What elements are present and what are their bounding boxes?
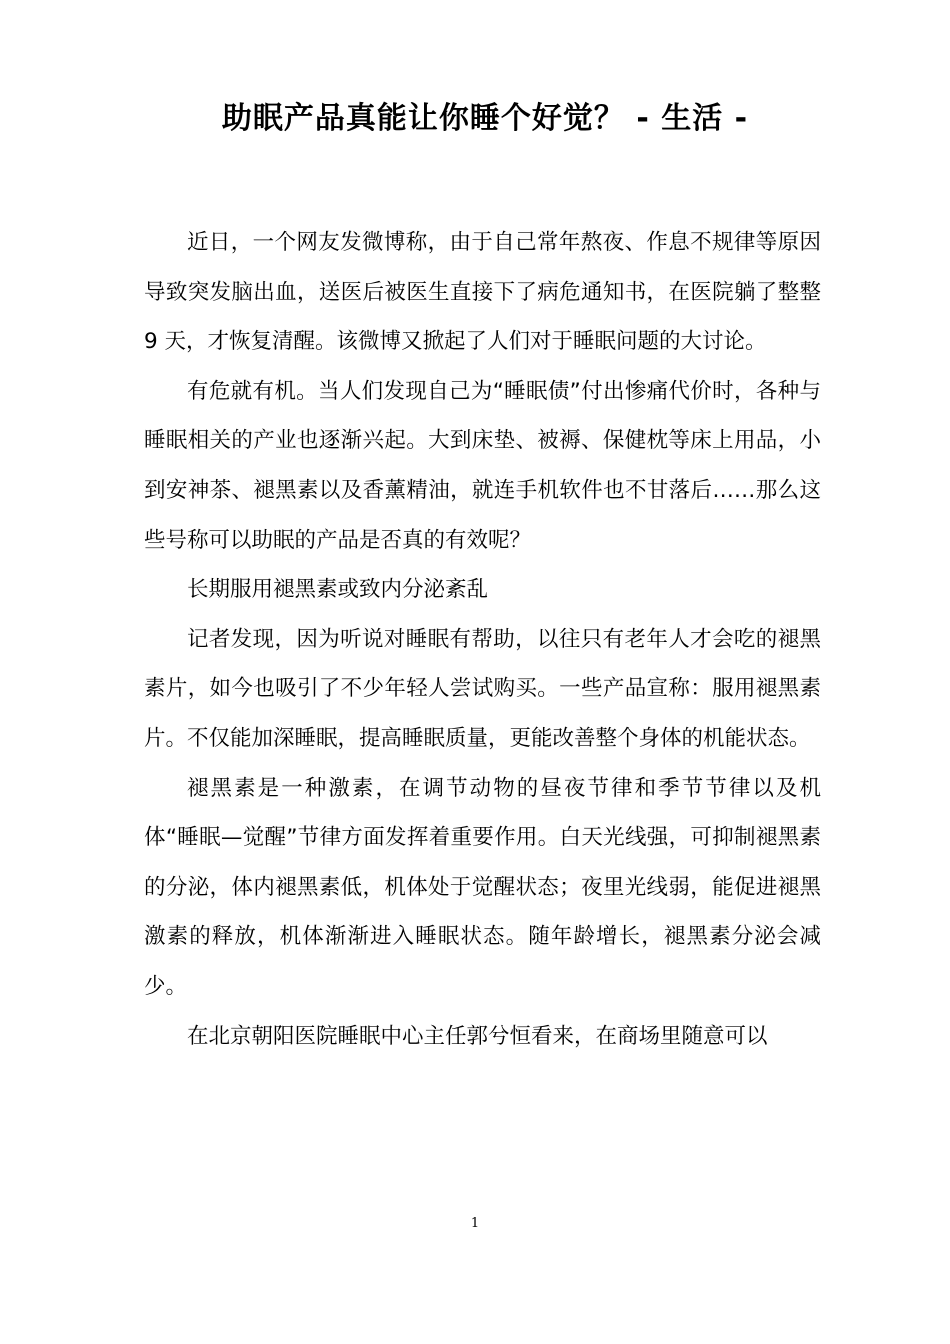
paragraph: 有危就有机。当人们发现自己为“睡眠债”付出惨痛代价时，各种与睡眠相关的产业也逐渐兴起。大到床垫、被褥、保健枕等床上用品，小到安神茶、褪黑素以及香薰精油，就连手机软件也不甘落后……那么这些号称可以助眠的产品是否真的有效呢？ [144, 378, 821, 553]
section-heading: 长期服用褪黑素或致内分泌紊乱 [187, 577, 489, 603]
paragraph: 褪黑素是一种激素，在调节动物的昼夜节律和季节节律以及机体“睡眠—觉醒”节律方面发挥着重要作用。白天光线强，可抑制褪黑素的分泌，体内褪黑素低，机体处于觉醒状态；夜里光线弱，能促进褪黑激素的释放，机体渐渐进入睡眠状态。随年龄增长，褪黑素分泌会减少。 [144, 775, 821, 999]
paragraph: 记者发现，因为听说对睡眠有帮助，以往只有老年人才会吃的褪黑素片，如今也吸引了不少年轻人尝试购买。一些产品宣称：服用褪黑素片。不仅能加深睡眠，提高睡眠质量，更能改善整个身体的机能状态。 [144, 626, 821, 751]
paragraph: 近日，一个网友发微博称，由于自己常年熬夜、作息不规律等原因导致突发脑出血，送医后被医生直接下了病危通知书，在医院躺了整整 9 天，才恢复清醒。该微博又掀起了人们对于睡眠问题的大讨论。 [144, 230, 821, 355]
document-title: 助眠产品真能让你睡个好觉？ - 生活 - [221, 101, 749, 136]
paragraph: 在北京朝阳医院睡眠中心主任郭兮恒看来，在商场里随意可以 [187, 1023, 768, 1049]
article-body [144, 218, 821, 1061]
page-number: 1 [470, 1216, 480, 1231]
